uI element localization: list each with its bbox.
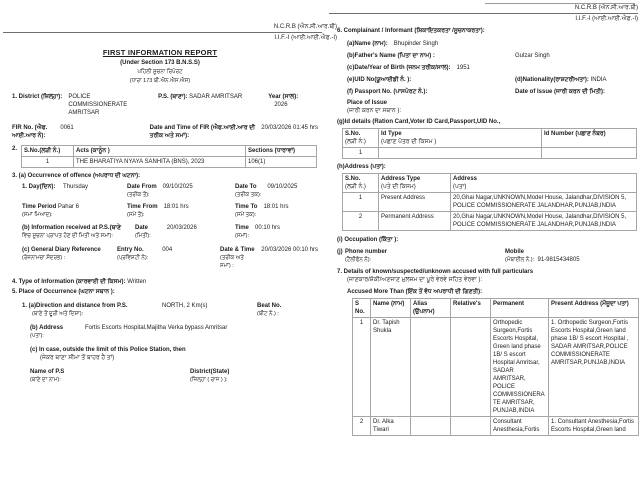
addr-row-sno: 2 bbox=[343, 212, 379, 231]
addr-row-value: 20,Ghai Nagar,UNKNOWN,Model House, Jalandhar,DIVISION 5, POLICE COMMISSIONERATE JALANDHAR,PUNJAB,INDIA bbox=[451, 212, 637, 231]
type-of-information-label: 4. Type of Information (ਕਾਰਵਾਈ ਦੀ ਕਿਸਮ): bbox=[12, 279, 126, 285]
time-to-label: Time To bbox=[235, 204, 258, 210]
address-value: Fortis Escorts Hospital,Majitha Verka bypass Amritsar bbox=[85, 325, 228, 331]
addr-table-header-addr-pa: (ਪਤਾ) bbox=[453, 184, 467, 190]
ps-label: P.S. (ਥਾਣਾ): bbox=[158, 94, 188, 100]
addr-table-header-sno-pa: (ਲੜੀ ਨੰ.) bbox=[345, 184, 366, 190]
info-date-value: 20/03/2026 bbox=[166, 225, 197, 231]
uid-nationality-row bbox=[347, 76, 637, 84]
page1-header bbox=[0, 23, 337, 42]
report-subtitle-punjabi: (ਧਾਰਾ 173 ਬੀ.ਐਨ.ਐਸ.ਐਸ) bbox=[129, 78, 191, 84]
info-received-row bbox=[22, 224, 318, 240]
page2-header bbox=[320, 4, 640, 23]
acts-table-header-sno: S.No.(ਲੜੀ ਨੰ.) bbox=[22, 146, 74, 157]
phone-label-pa: (ਟੈਲੀਫੋਨ ਨੰ): bbox=[345, 257, 372, 263]
info-date-label: Date bbox=[135, 225, 149, 231]
passport-label: (f) Passport No. (ਪਾਸਪੋਰਟ ਨੰ.): bbox=[347, 89, 428, 95]
year-label: Year (ਸਾਲ): bbox=[268, 94, 299, 100]
district-state-label: District(State) bbox=[190, 369, 230, 375]
nationality-label: (d)Nationality(ਰਾਸ਼ਟਰੀਅਤਾ): bbox=[515, 77, 589, 83]
accused-header-present: Present Address (ਮੌਜੂਦਾ ਪਤਾ) bbox=[549, 299, 639, 318]
complainant-heading: 6. Complainant / Informant (ਸ਼ਿਕਾਇਤਕਰਤਾ /ਸੂਚਨਾਕਰਤਾ): bbox=[337, 28, 485, 34]
complainant-name-row bbox=[347, 40, 637, 48]
addr-table-header-type: Address Type bbox=[381, 176, 421, 182]
accused-row-present: 1. Consultant Anesthesia,Fortis Escorts Hospital,Green land bbox=[549, 417, 639, 436]
accused-row-permanent: Orthopedic Surgeon,Fortis Escorts Hospital, Green land phase 1B/ S escort Hospital Amritsar, SADAR AMRITSAR, POLICE COMMISSIONERATE AMRITSAR, PUNJAB,INDIA bbox=[491, 318, 549, 417]
type-of-information-value: Written bbox=[127, 279, 147, 285]
accused-more-than-label: Accused More Than (ਇੱਕ ਤੋਂ ਵੱਧ ਅਪਰਾਧੀ ਦੀ ਗਿਣਤੀ): bbox=[347, 289, 483, 295]
mobile-value: 91-9815434805 bbox=[537, 257, 580, 263]
header-divider bbox=[3, 32, 322, 33]
fir-page-2 bbox=[320, 0, 640, 480]
name-of-ps-label: Name of P.S bbox=[30, 369, 65, 375]
direction-label-pa: (ਥਾਣੇ ਤੋਂ ਦੂਰੀ ਅਤੇ ਦਿਸ਼ਾ): bbox=[32, 311, 84, 317]
date-from-value: 09/10/2025 bbox=[162, 184, 193, 190]
accused-row-name: Dr. Alka Tiwari bbox=[371, 417, 411, 436]
fir-no-value: 0061 bbox=[60, 125, 74, 131]
section-fir-row bbox=[12, 124, 318, 140]
dob-row bbox=[347, 64, 637, 72]
acts-row-section: 106(1) bbox=[246, 157, 317, 168]
issue-date-label: Date of Issue (ਜਾਰੀ ਕਰਨ ਦੀ ਮਿਤੀ): bbox=[515, 89, 606, 95]
accused-header-permanent: Permanent bbox=[491, 299, 549, 318]
header-divider bbox=[329, 13, 638, 14]
place-of-issue-block bbox=[347, 99, 637, 115]
gd-entry-label-pa: (ਪ੍ਰਵਿਸ਼ਟੀ ਨੰ): bbox=[117, 255, 149, 261]
info-time-label-pa: (ਸਮਾਂ): bbox=[235, 233, 250, 239]
accused-row bbox=[353, 318, 639, 417]
father-name-label: (b)Father's Name (ਪਿਤਾ ਦਾ ਨਾਮ) : bbox=[347, 53, 435, 59]
outside-ps-row bbox=[30, 368, 318, 384]
addr-table-header-sno: S.No. bbox=[345, 176, 361, 182]
address-label-pa: (ਪਤਾ): bbox=[30, 333, 44, 339]
time-period-label-pa: (ਸਮਾਂ ਮਿਆਦ): bbox=[22, 212, 53, 218]
addr-table-row bbox=[343, 212, 637, 231]
section-acts bbox=[12, 145, 318, 168]
place-of-issue-label: Place of Issue bbox=[347, 100, 388, 106]
occurrence-day-row bbox=[22, 183, 318, 199]
district-value: POLICE COMMISSIONERATE AMRITSAR bbox=[68, 94, 128, 116]
phone-prefix: (j) bbox=[337, 249, 343, 255]
fir-datetime-value: 20/03/2026 01:45 hrs bbox=[261, 125, 319, 131]
outside-limit-block bbox=[30, 346, 318, 362]
accused-heading-block bbox=[337, 268, 637, 284]
day-label: 1. Day(ਦਿਨ): bbox=[22, 184, 56, 190]
time-period-value: Pahar 6 bbox=[57, 204, 79, 210]
id-table-header-sno-pa: (ਲੜੀ ਨੰ:) bbox=[345, 139, 366, 145]
report-title: FIRST INFORMATION REPORT bbox=[102, 48, 218, 57]
accused-heading-pa: (ਜਾਣਕਾਰ/ਸ਼ੱਕੀ/ਅਣਜਾਣ ਮੁਲਜ਼ਮ ਦਾ ਪੂਰੇ ਵੇਰਵੇ ਸਹਿਤ ਵੇਰਵਾ ): bbox=[347, 277, 483, 283]
fir-datetime-label: Date and Time of FIR (ਐਫ.ਆਈ.ਆਰ ਦੀ ਤਰੀਕ ਅਤੇ ਸਮਾਂ): bbox=[149, 125, 256, 139]
outside-limit-label: (c) In case, outside the limit of this Police Station, then bbox=[30, 347, 186, 353]
accused-row-present: 1. Orthopedic Surgeon,Fortis Escorts Hospital,Green land phase 1B/ S escort Hospital , SADAR AMRITSAR,POLICE COMMISSIONERATE AMRITSAR,PUNJAB,INDIA bbox=[549, 318, 639, 417]
date-to-label-pa: (ਤਰੀਕ ਤਕ): bbox=[235, 192, 262, 198]
accused-row-alias bbox=[411, 318, 451, 417]
acts-sections-table bbox=[21, 145, 317, 168]
gd-label-pa: (ਰੋਜ਼ਨਾਮਚਾ ਸੰਦਰਭ) : bbox=[22, 255, 66, 261]
gd-entry-value: 004 bbox=[162, 247, 173, 253]
time-from-value: 18:01 hrs bbox=[163, 204, 189, 210]
fir-no-label: FIR No. (ਐਫ. ਆਈ.ਆਰ ਨੰ): bbox=[12, 125, 48, 139]
year-value: 2026 bbox=[274, 102, 288, 108]
report-title-block bbox=[0, 49, 320, 85]
dob-value: 1951 bbox=[456, 65, 470, 71]
beat-no-label: Beat No. bbox=[257, 303, 282, 309]
gd-reference-row bbox=[22, 246, 318, 270]
phone-row bbox=[337, 248, 637, 264]
report-subtitle: (Under Section 173 B.N.S.S) bbox=[120, 60, 200, 66]
date-from-label: Date From bbox=[127, 184, 157, 190]
district-label: 1. District (ਜ਼ਿਲ੍ਹਾ): bbox=[12, 94, 63, 100]
page-edge-line bbox=[485, 3, 635, 4]
info-time-value: 00:10 hrs bbox=[255, 225, 281, 231]
uid-label: (e)UID No(ਯੂਆਈਡੀ ਨੰ. ): bbox=[347, 77, 412, 83]
occupation-label: (i) Occupation (ਕਿੱਤਾ ): bbox=[337, 237, 399, 243]
type-of-information-row bbox=[12, 278, 318, 286]
father-name-value: Gulzar Singh bbox=[515, 53, 550, 59]
id-details-table bbox=[342, 128, 637, 159]
date-to-value: 09/10/2025 bbox=[267, 184, 298, 190]
addr-row-sno: 1 bbox=[343, 193, 379, 212]
acts-table-header-acts: Acts (ਕਾਨੂੰਨ ) bbox=[74, 146, 246, 157]
accused-row-name: Dr. Tapish Shukla bbox=[371, 318, 411, 417]
id-row-type bbox=[379, 148, 542, 159]
accused-row-alias bbox=[411, 417, 451, 436]
complainant-address-table bbox=[342, 173, 637, 231]
info-received-label-pa: ਵਿਚ ਸੂਚਨਾ ਪ੍ਰਾਪਤ ਹੋਣ ਦੀ ਮਿਤੀ ਅਤੇ ਸਮਾਂ): bbox=[22, 233, 113, 239]
name-value: Bhupinder Singh bbox=[393, 41, 439, 47]
address-heading: (h)Address (ਪਤਾ): bbox=[337, 164, 386, 170]
outside-limit-label-pa: (ਜੇਕਰ ਥਾਣਾ ਸੀਮਾ ਤੋਂ ਬਾਹਰ ਹੈ ਤਾਂ) bbox=[40, 355, 115, 361]
gd-entry-label: Entry No. bbox=[117, 247, 144, 253]
time-period-label: Time Period bbox=[22, 204, 57, 210]
accused-header-alias: Alias (ਉਪਨਾਮ) bbox=[411, 299, 451, 318]
day-value: Thursday bbox=[63, 184, 89, 190]
accused-row-sno: 1 bbox=[353, 318, 371, 417]
name-label: (a)Name (ਨਾਮ): bbox=[347, 41, 388, 47]
ncrb-label: N.C.R.B (ਐਨ.ਸੀ.ਆਰ.ਬੀ) bbox=[574, 5, 638, 11]
direction-value: NORTH, 2 Km(s) bbox=[162, 303, 208, 309]
mobile-label: Mobile bbox=[505, 249, 524, 255]
direction-distance-row bbox=[22, 302, 318, 318]
time-from-label: Time From bbox=[127, 204, 158, 210]
nationality-value: INDIA bbox=[590, 77, 607, 83]
id-table-header-type-pa: (ਪਛਾਣ ਪੱਤਰ ਦੀ ਕਿਸਮ ) bbox=[381, 139, 437, 145]
accused-row-sno: 2 bbox=[353, 417, 371, 436]
addr-row-type: Present Address bbox=[379, 193, 451, 212]
gd-datetime-value: 20/03/2026 00:10 hrs bbox=[261, 247, 318, 253]
address-row bbox=[30, 324, 318, 340]
address-label: (b) Address bbox=[30, 325, 64, 331]
accused-row-permanent: Consultant Anesthesia,Fortis bbox=[491, 417, 549, 436]
ps-value: SADAR AMRITSAR bbox=[189, 94, 243, 100]
report-title-punjabi: ਪਹਿਲੀ ਸੂਚਨਾ ਰਿਪੋਰਟ bbox=[137, 69, 183, 75]
passport-row bbox=[347, 88, 637, 96]
gd-label: (c) General Diary Reference bbox=[22, 247, 101, 253]
id-details-label: (g)Id details (Ration Card,Voter ID Card,Passport,UID No., bbox=[337, 119, 501, 125]
accused-row bbox=[353, 417, 639, 436]
place-of-issue-label-pa: (ਜਾਰੀ ਕਰਨ ਦਾ ਸਥਾਨ ): bbox=[347, 108, 402, 114]
acts-row-act: THE BHARATIYA NYAYA SANHITA (BNS), 2023 bbox=[74, 157, 246, 168]
phone-label: Phone number bbox=[345, 249, 388, 255]
addr-row-type: Permanent Address bbox=[379, 212, 451, 231]
info-received-label: (b) Information received at P.S.(ਥਾਣੇ bbox=[22, 225, 122, 231]
iif-label: I.I.F.-I (ਆਈ.ਆਈ.ਐਫ.-I) bbox=[274, 35, 337, 41]
accused-table bbox=[352, 298, 639, 436]
addr-table-header-addr: Address bbox=[453, 176, 478, 182]
ncrb-label: N.C.R.B (ਐਨ.ਸੀ.ਆਰ.ਬੀ) bbox=[273, 24, 337, 30]
accused-row-relative bbox=[451, 318, 491, 417]
id-table-header-number: Id Number (ਪਛਾਣ ਨੰਬਰ) bbox=[542, 129, 637, 148]
name-of-ps-label-pa: (ਥਾਣੇ ਦਾ ਨਾਮ): bbox=[30, 377, 61, 383]
time-to-label-pa: (ਸਮੇਂ ਤਕ): bbox=[235, 212, 257, 218]
gd-datetime-label-pa: (ਤਰੀਕ ਅਤੇ ਸਮਾਂ) : bbox=[220, 255, 244, 269]
addr-table-row bbox=[343, 193, 637, 212]
section-district-row bbox=[12, 93, 318, 117]
accused-row-relative bbox=[451, 417, 491, 436]
occurrence-heading: 3. (a) Occurrence of offence (ਅਪਰਾਧ ਦੀ ਘਟਨਾ): bbox=[12, 173, 141, 179]
accused-header-name: Name (ਨਾਮ) bbox=[371, 299, 411, 318]
addr-row-value: 20,Ghai Nagar,UNKNOWN,Model House, Jalandhar,DIVISION 5, POLICE COMMISSIONERATE JALANDHAR,PUNJAB,INDIA bbox=[451, 193, 637, 212]
place-of-occurrence-heading: 5. Place of Occurrence (ਘਟਨਾ ਸਥਾਨ ): bbox=[12, 289, 115, 295]
info-date-label-pa: (ਮਿਤੀ): bbox=[135, 233, 151, 239]
id-row-sno: 1 bbox=[343, 148, 379, 159]
time-from-label-pa: (ਸਮੇਂ ਤੋਂ): bbox=[127, 212, 145, 218]
occurrence-time-row bbox=[22, 203, 318, 219]
gd-datetime-label: Date & Time bbox=[220, 247, 255, 253]
time-to-value: 18:01 hrs bbox=[263, 204, 289, 210]
direction-label: 1. (a)Direction and distance from P.S. bbox=[22, 303, 128, 309]
id-table-header-type: Id Type bbox=[381, 131, 402, 137]
id-table-row bbox=[343, 148, 637, 159]
acts-table-header-sections: Sections (ਧਾਰਾਵਾਂ) bbox=[246, 146, 317, 157]
info-time-label: Time bbox=[235, 225, 249, 231]
accused-header-sno: S No. bbox=[353, 299, 371, 318]
accused-heading: 7. Details of known/suspected/unknown accused with full particulars bbox=[337, 269, 534, 275]
accused-header-relative: Relative's bbox=[451, 299, 491, 318]
dob-label: (c)Date/Year of Birth (ਜਨਮ ਤਰੀਕ/ਸਾਲ): bbox=[347, 65, 451, 71]
acts-row-sno: 1 bbox=[22, 157, 74, 168]
mobile-label-pa: (ਮੋਬਾਈਲ ਨੰ.): bbox=[505, 257, 535, 263]
beat-no-label-pa: (ਬੀਟ ਨੰ.) : bbox=[257, 311, 279, 317]
id-table-header-sno: S.No. bbox=[345, 131, 361, 137]
date-from-label-pa: (ਤਰੀਕ ਤੋਂ): bbox=[127, 192, 150, 198]
father-name-row bbox=[347, 52, 637, 60]
iif-label: I.I.F.-I (ਆਈ.ਆਈ.ਐਫ.-I) bbox=[575, 16, 638, 22]
date-to-label: Date To bbox=[235, 184, 257, 190]
district-state-label-pa: (ਜ਼ਿਲ੍ਹਾ ( ਰਾਜ ) ): bbox=[190, 377, 228, 383]
id-row-number bbox=[542, 148, 637, 159]
addr-table-header-type-pa: (ਪਤੇ ਦੀ ਕਿਸਮ) bbox=[381, 184, 416, 190]
acts-item-number: 2. bbox=[12, 146, 18, 152]
acts-table-row bbox=[22, 157, 317, 168]
